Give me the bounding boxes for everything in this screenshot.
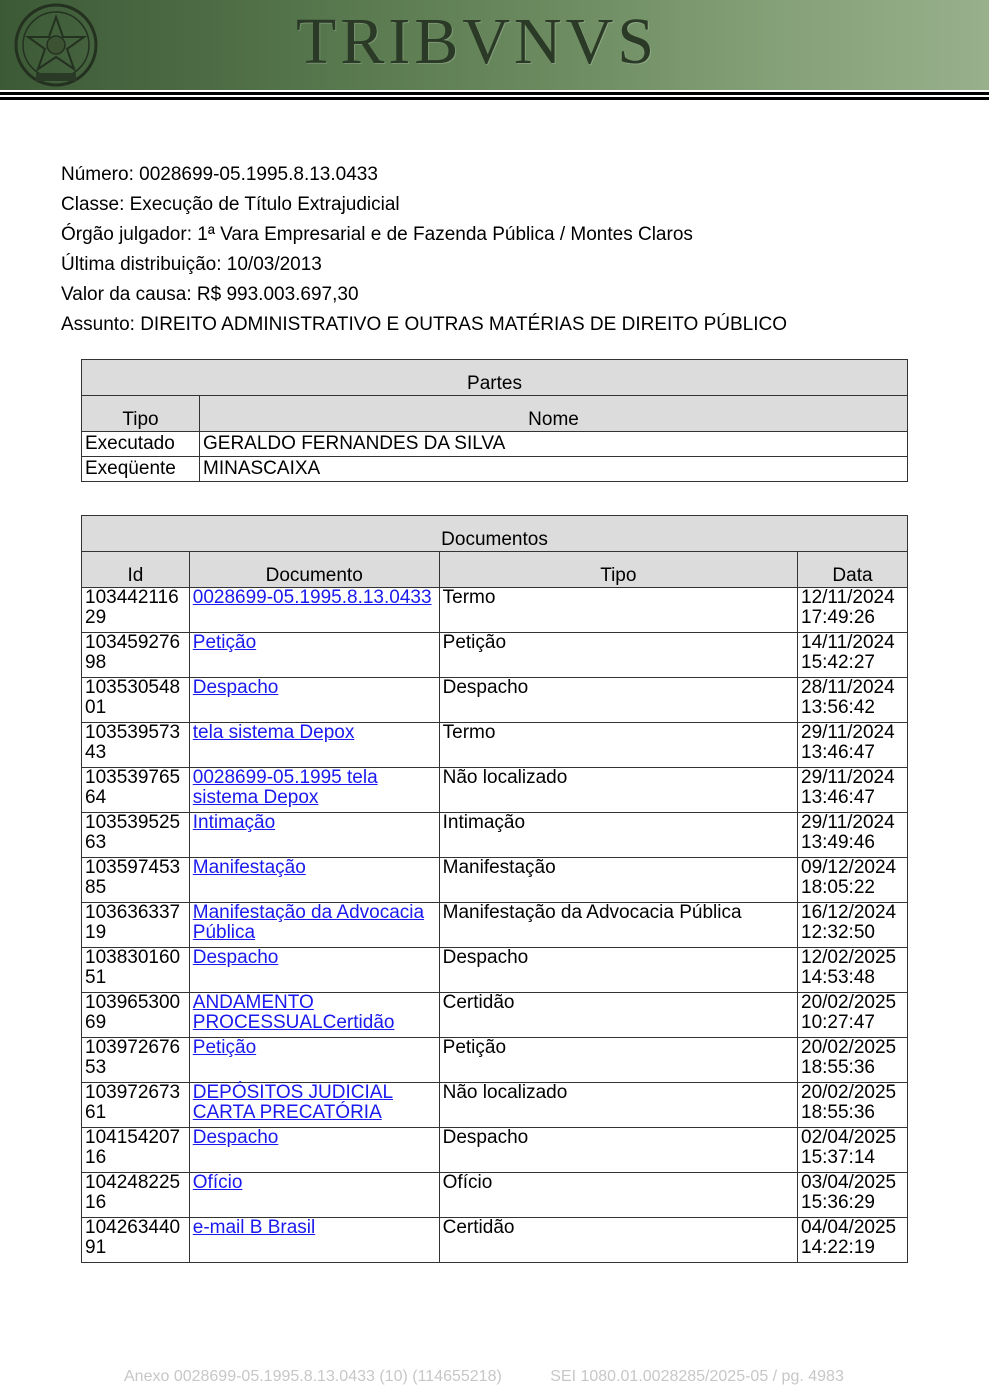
document-id: 10397267361 <box>82 1083 190 1128</box>
document-cell <box>189 1128 439 1173</box>
document-type: Certidão <box>439 993 797 1038</box>
document-link[interactable]: Ofício <box>192 1172 243 1193</box>
document-link[interactable]: Despacho <box>192 947 279 968</box>
parties-table <box>81 359 908 482</box>
document-id: 10363633719 <box>82 903 190 948</box>
documents-caption: Documentos <box>82 516 908 552</box>
document-cell <box>189 633 439 678</box>
case-value: Valor da causa: R$ 993.003.697,30 <box>61 284 359 305</box>
document-type: Petição <box>439 633 797 678</box>
document-date: 20/02/2025 18:55:36 <box>798 1038 908 1083</box>
document-link[interactable]: 0028699-05.1995 tela sistema Depox <box>192 767 378 808</box>
document-date: 29/11/2024 13:49:46 <box>798 813 908 858</box>
document-type: Petição <box>439 1038 797 1083</box>
coat-of-arms-icon <box>12 3 100 87</box>
document-type: Não localizado <box>439 768 797 813</box>
document-id: 10353952563 <box>82 813 190 858</box>
documents-col-documento: Documento <box>189 552 439 588</box>
document-link[interactable]: Manifestação da Advocacia Pública <box>192 902 425 943</box>
document-cell <box>189 858 439 903</box>
document-type: Despacho <box>439 948 797 993</box>
document-link[interactable]: e-mail B Brasil <box>192 1217 316 1238</box>
documents-col-tipo: Tipo <box>439 552 797 588</box>
footer-anexo: Anexo 0028699-05.1995.8.13.0433 (10) (114655218) <box>124 1368 502 1385</box>
documents-row <box>82 993 908 1038</box>
documents-row <box>82 633 908 678</box>
document-date: 12/02/2025 14:53:48 <box>798 948 908 993</box>
document-link[interactable]: Despacho <box>192 1127 279 1148</box>
document-cell <box>189 1218 439 1263</box>
documents-row <box>82 948 908 993</box>
document-cell <box>189 1038 439 1083</box>
documents-row <box>82 813 908 858</box>
document-date: 02/04/2025 15:37:14 <box>798 1128 908 1173</box>
brand-title: TRIBVNVS <box>296 5 659 78</box>
document-link[interactable]: tela sistema Depox <box>192 722 355 743</box>
case-class: Classe: Execução de Título Extrajudicial <box>61 194 400 215</box>
case-info <box>61 160 787 340</box>
case-number: Número: 0028699-05.1995.8.13.0433 <box>61 164 378 185</box>
document-cell <box>189 903 439 948</box>
documents-col-id: Id <box>82 552 190 588</box>
document-type: Manifestação <box>439 858 797 903</box>
header-rule-bottom <box>0 97 989 100</box>
page-footer <box>124 1368 844 1386</box>
document-link[interactable]: DEPÓSITOS JUDICIAL CARTA PRECATÓRIA <box>192 1082 394 1123</box>
document-id: 10426344091 <box>82 1218 190 1263</box>
case-distribution: Última distribuição: 10/03/2013 <box>61 254 322 275</box>
document-cell <box>189 813 439 858</box>
parties-row <box>82 432 908 457</box>
documents-row <box>82 723 908 768</box>
document-date: 29/11/2024 13:46:47 <box>798 768 908 813</box>
document-type: Não localizado <box>439 1083 797 1128</box>
document-date: 20/02/2025 18:55:36 <box>798 1083 908 1128</box>
document-date: 20/02/2025 10:27:47 <box>798 993 908 1038</box>
header-banner <box>0 0 989 90</box>
parties-col-tipo: Tipo <box>82 396 200 432</box>
document-id: 10415420716 <box>82 1128 190 1173</box>
case-subject: Assunto: DIREITO ADMINISTRATIVO E OUTRAS MATÉRIAS DE DIREITO PÚBLICO <box>61 314 788 335</box>
document-type: Termo <box>439 723 797 768</box>
document-link[interactable]: ANDAMENTO PROCESSUALCertidão <box>192 992 395 1033</box>
document-date: 14/11/2024 15:42:27 <box>798 633 908 678</box>
party-nome: GERALDO FERNANDES DA SILVA <box>200 432 908 457</box>
parties-row <box>82 457 908 482</box>
document-link[interactable]: Petição <box>192 1037 257 1058</box>
document-link[interactable]: Intimação <box>192 812 276 833</box>
case-court: Órgão julgador: 1ª Vara Empresarial e de Fazenda Pública / Montes Claros <box>61 224 693 245</box>
documents-row <box>82 858 908 903</box>
document-id: 10353054801 <box>82 678 190 723</box>
document-cell <box>189 1173 439 1218</box>
document-id: 10345927698 <box>82 633 190 678</box>
document-date: 12/11/2024 17:49:26 <box>798 588 908 633</box>
document-id: 10396530069 <box>82 993 190 1038</box>
document-type: Intimação <box>439 813 797 858</box>
document-id: 10383016051 <box>82 948 190 993</box>
parties-caption: Partes <box>82 360 908 396</box>
document-id: 10353976564 <box>82 768 190 813</box>
document-date: 04/04/2025 14:22:19 <box>798 1218 908 1263</box>
document-date: 03/04/2025 15:36:29 <box>798 1173 908 1218</box>
document-link[interactable]: Manifestação <box>192 857 306 878</box>
document-cell <box>189 678 439 723</box>
documents-row <box>82 1173 908 1218</box>
documents-row <box>82 1083 908 1128</box>
document-type: Certidão <box>439 1218 797 1263</box>
document-id: 10353957343 <box>82 723 190 768</box>
document-id: 10397267653 <box>82 1038 190 1083</box>
document-cell <box>189 948 439 993</box>
party-nome: MINASCAIXA <box>200 457 908 482</box>
document-date: 29/11/2024 13:46:47 <box>798 723 908 768</box>
documents-row <box>82 768 908 813</box>
document-link[interactable]: Petição <box>192 632 257 653</box>
party-tipo: Exeqüente <box>82 457 200 482</box>
document-cell <box>189 588 439 633</box>
document-date: 09/12/2024 18:05:22 <box>798 858 908 903</box>
documents-row <box>82 1128 908 1173</box>
document-id: 10424822516 <box>82 1173 190 1218</box>
party-tipo: Executado <box>82 432 200 457</box>
header-rule-top <box>0 92 989 95</box>
document-cell <box>189 723 439 768</box>
document-type: Despacho <box>439 1128 797 1173</box>
documents-table <box>81 515 908 1263</box>
document-id: 10359745385 <box>82 858 190 903</box>
document-type: Manifestação da Advocacia Pública <box>439 903 797 948</box>
documents-row <box>82 903 908 948</box>
document-id: 10344211629 <box>82 588 190 633</box>
parties-col-nome: Nome <box>200 396 908 432</box>
documents-row <box>82 1038 908 1083</box>
document-type: Despacho <box>439 678 797 723</box>
document-cell <box>189 1083 439 1128</box>
footer-sei: SEI 1080.01.0028285/2025-05 / pg. 4983 <box>550 1368 844 1385</box>
documents-col-data: Data <box>798 552 908 588</box>
document-date: 16/12/2024 12:32:50 <box>798 903 908 948</box>
document-cell <box>189 993 439 1038</box>
document-link[interactable]: Despacho <box>192 677 279 698</box>
document-type: Ofício <box>439 1173 797 1218</box>
documents-row <box>82 678 908 723</box>
document-cell <box>189 768 439 813</box>
document-date: 28/11/2024 13:56:42 <box>798 678 908 723</box>
document-link[interactable]: 0028699-05.1995.8.13.0433 <box>192 587 432 608</box>
document-type: Termo <box>439 588 797 633</box>
documents-row <box>82 588 908 633</box>
documents-row <box>82 1218 908 1263</box>
